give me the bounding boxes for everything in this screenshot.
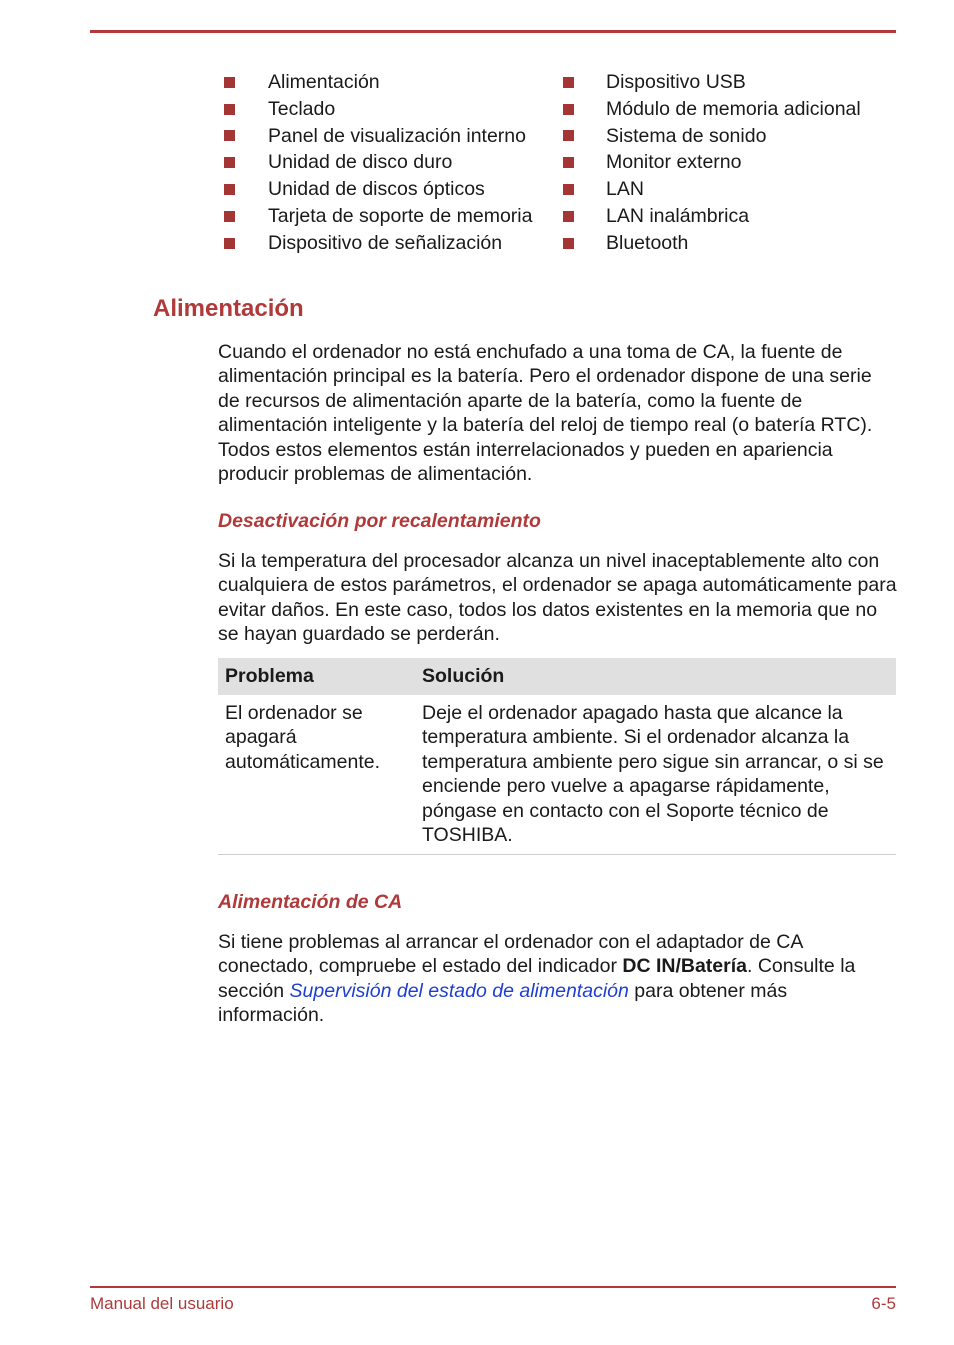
list-item: [563, 149, 861, 176]
subsection-title-ac: Alimentación de CA: [218, 891, 403, 913]
square-bullet-icon: [563, 211, 574, 222]
troubleshooting-table: [218, 658, 896, 855]
ac-text-part: . Consulte la sección: [218, 955, 856, 1002]
indicator-name: DC IN/Batería: [622, 955, 747, 978]
list-item-label: Módulo de memoria adicional: [606, 97, 861, 120]
list-item-label: Dispositivo de señalización: [268, 231, 503, 254]
list-item: [563, 96, 861, 123]
section-title: Alimentación: [153, 295, 304, 322]
table-cell-solution: Deje el ordenador apagado hasta que alcance la temperatura ambiente. Si el ordenador alcanza la temperatura ambiente pero sigue sin arrancar, o si se enciende pero vuelve a apagarse rápidamente, póngase en contacto con el Soporte técnico de TOSHIBA.: [422, 702, 884, 847]
list-item-label: Sistema de sonido: [606, 124, 767, 147]
table-row: [218, 695, 896, 855]
square-bullet-icon: [563, 184, 574, 195]
list-item: [224, 96, 532, 123]
list-item-label: Monitor externo: [606, 151, 742, 174]
footer-rule: [90, 1286, 896, 1288]
square-bullet-icon: [224, 211, 235, 222]
square-bullet-icon: [224, 184, 235, 195]
square-bullet-icon: [563, 77, 574, 88]
list-item: [224, 203, 532, 230]
overheat-text: Si la temperatura del procesador alcanza un nivel inaceptablemente alto con cualquiera de estos parámetros, el ordenador se apaga automáticamente para evitar daños. En este caso, todos los datos existentes en la memoria que no se hayan guardado se perderán.: [218, 550, 897, 646]
list-item: [224, 149, 532, 176]
list-item: [563, 69, 861, 96]
list-item: [563, 123, 861, 150]
square-bullet-icon: [224, 238, 235, 249]
list-item: [224, 69, 532, 96]
page-number: 6-5: [871, 1294, 896, 1313]
ac-text-part: para obtener más información.: [218, 979, 788, 1027]
list-item-label: Unidad de disco duro: [268, 151, 453, 174]
list-item: [563, 176, 861, 203]
list-item-label: Tarjeta de soporte de memoria: [268, 204, 533, 227]
square-bullet-icon: [563, 104, 574, 115]
list-item-label: LAN inalámbrica: [606, 204, 750, 227]
list-item: [563, 230, 861, 257]
table-header-problem: Problema: [225, 665, 314, 688]
ac-text: [218, 930, 898, 1028]
square-bullet-icon: [224, 77, 235, 88]
list-item-label: Panel de visualización interno: [268, 124, 526, 147]
square-bullet-icon: [224, 130, 235, 141]
list-item-label: LAN: [606, 178, 644, 201]
square-bullet-icon: [563, 238, 574, 249]
list-item: [563, 203, 861, 230]
square-bullet-icon: [224, 104, 235, 115]
power-status-link[interactable]: Supervisión del estado de alimentación: [289, 979, 629, 1002]
component-list-right: [563, 69, 861, 257]
section-intro: Cuando el ordenador no está enchufado a una toma de CA, la fuente de alimentación principal es la batería. Pero el ordenador dispone de una serie de recursos de alimentación aparte de la batería, como la fuente de alimentación inteligente y la batería del reloj de tiempo real (o batería RTC). Todos estos elementos están interrelacionados y pueden en apariencia producir problemas de alimentación.: [218, 341, 873, 486]
header-rule: [90, 30, 896, 33]
table-header-solution: Solución: [422, 665, 505, 688]
square-bullet-icon: [224, 157, 235, 168]
table-cell-problem: El ordenador se apagará automáticamente.: [225, 702, 381, 773]
list-item: [224, 123, 532, 150]
subsection-title-overheat: Desactivación por recalentamiento: [218, 510, 541, 532]
list-item-label: Dispositivo USB: [606, 71, 746, 93]
list-item: [224, 176, 532, 203]
table-header-row: [218, 658, 896, 695]
list-item-label: Alimentación: [268, 71, 380, 93]
list-item-label: Unidad de discos ópticos: [268, 178, 485, 201]
square-bullet-icon: [563, 130, 574, 141]
list-item: [224, 230, 532, 257]
component-list-left: [224, 69, 532, 257]
list-item-label: Bluetooth: [606, 231, 689, 254]
list-item-label: Teclado: [268, 97, 336, 120]
ac-text-part: Si tiene problemas al arrancar el ordenador con el adaptador de CA conectado, compruebe el estado del indicador: [218, 931, 803, 978]
square-bullet-icon: [563, 157, 574, 168]
footer-manual-title: Manual del usuario: [90, 1294, 234, 1313]
